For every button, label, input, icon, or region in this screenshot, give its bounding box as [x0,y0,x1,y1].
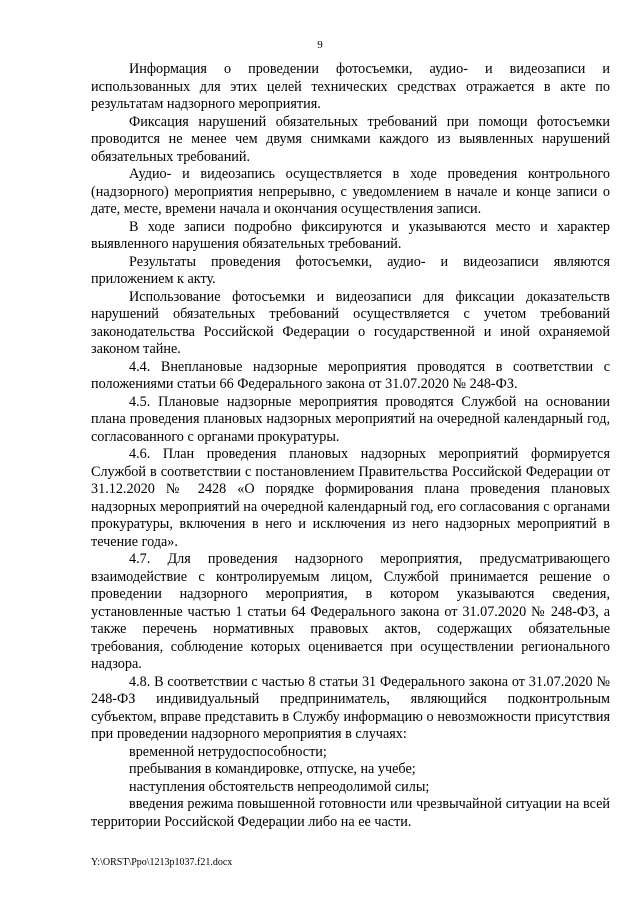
paragraph-secrecy: Использование фотосъемки и видеозаписи для фиксации доказательств нарушений обязательных требований осуществляется с учетом требований законодательства Российской Федерации о государственной и иной охраняемой законом тайне. [91,288,610,357]
list-item-force-majeure: наступления обстоятельств непреодолимой силы; [129,778,430,795]
list-item-emergency: введения режима повышенной готовности или чрезвычайной ситуации на всей территории Российской Федерации либо на ее части. [91,796,610,830]
page-number: 9 [317,39,323,51]
document-body [91,61,610,831]
paragraph-4-5: 4.5. Плановые надзорные мероприятия проводятся Службой на основании плана проведения плановых надзорных мероприятий на очередной календарный год, согласованного с органами прокуратуры. [91,393,610,445]
paragraph-photo-fixation: Фиксация нарушений обязательных требований при помощи фотосъемки проводится не менее чем двумя снимками каждого из выявленных нарушений обязательных требований. [91,113,610,165]
list-item-business-trip: пребывания в командировке, отпуске, на учебе; [129,761,416,777]
paragraph-recording-details: В ходе записи подробно фиксируются и указываются место и характер выявленного нарушения обязательных требований. [91,218,610,252]
list-item-disability: временной нетрудоспособности; [129,743,327,760]
paragraph-4-7: 4.7. Для проведения надзорного мероприятия, предусматривающего взаимодействие с контролируемым лицом, Службой принимается решение о проведении надзорного мероприятия, в котором указываются сведения, установленные частью 1 статьи 64 Федерального закона от 31.07.2020 № 248-ФЗ, а также перечень нормативных правовых актов, содержащих обязательные требования, соблюдение которых оценивается при осуществлении регионального надзора. [91,551,610,672]
footer-file-path: Y:\ORST\Ppo\1213p1037.f21.docx [91,857,233,868]
paragraph-4-8: 4.8. В соответствии с частью 8 статьи 31 Федерального закона от 31.07.2020 № 248-ФЗ индивидуальный предприниматель, являющийся подконтрольным субъектом, вправе представить в Службу информацию о невозможности присутствия при проведении надзорного мероприятия в случаях: [91,673,610,742]
paragraph-photo-info: Информация о проведении фотосъемки, аудио- и видеозаписи и использованных для этих целей технических средствах отражается в акте по результатам надзорного мероприятия. [91,61,610,112]
paragraph-results-appendix: Результаты проведения фотосъемки, аудио- и видеозаписи являются приложением к акту. [91,253,610,287]
paragraph-4-4: 4.4. Внеплановые надзорные мероприятия проводятся в соответствии с положениями статьи 66 Федерального закона от 31.07.2020 № 248-ФЗ. [91,358,610,392]
paragraph-audio-video: Аудио- и видеозапись осуществляется в ходе проведения контрольного (надзорного) мероприятия непрерывно, с уведомлением в начале и конце записи о дате, месте, времени начала и окончания осуществления записи. [91,166,610,217]
paragraph-4-6: 4.6. План проведения плановых надзорных мероприятий формируется Службой в соответствии с постановлением Правительства Российской Федерации от 31.12.2020 № 2428 «О порядке формирования плана проведения плановых надзорных мероприятий на очередной календарный год, его согласования с органами прокуратуры, включения в него и исключения из него надзорных мероприятий в течение года». [91,446,610,550]
